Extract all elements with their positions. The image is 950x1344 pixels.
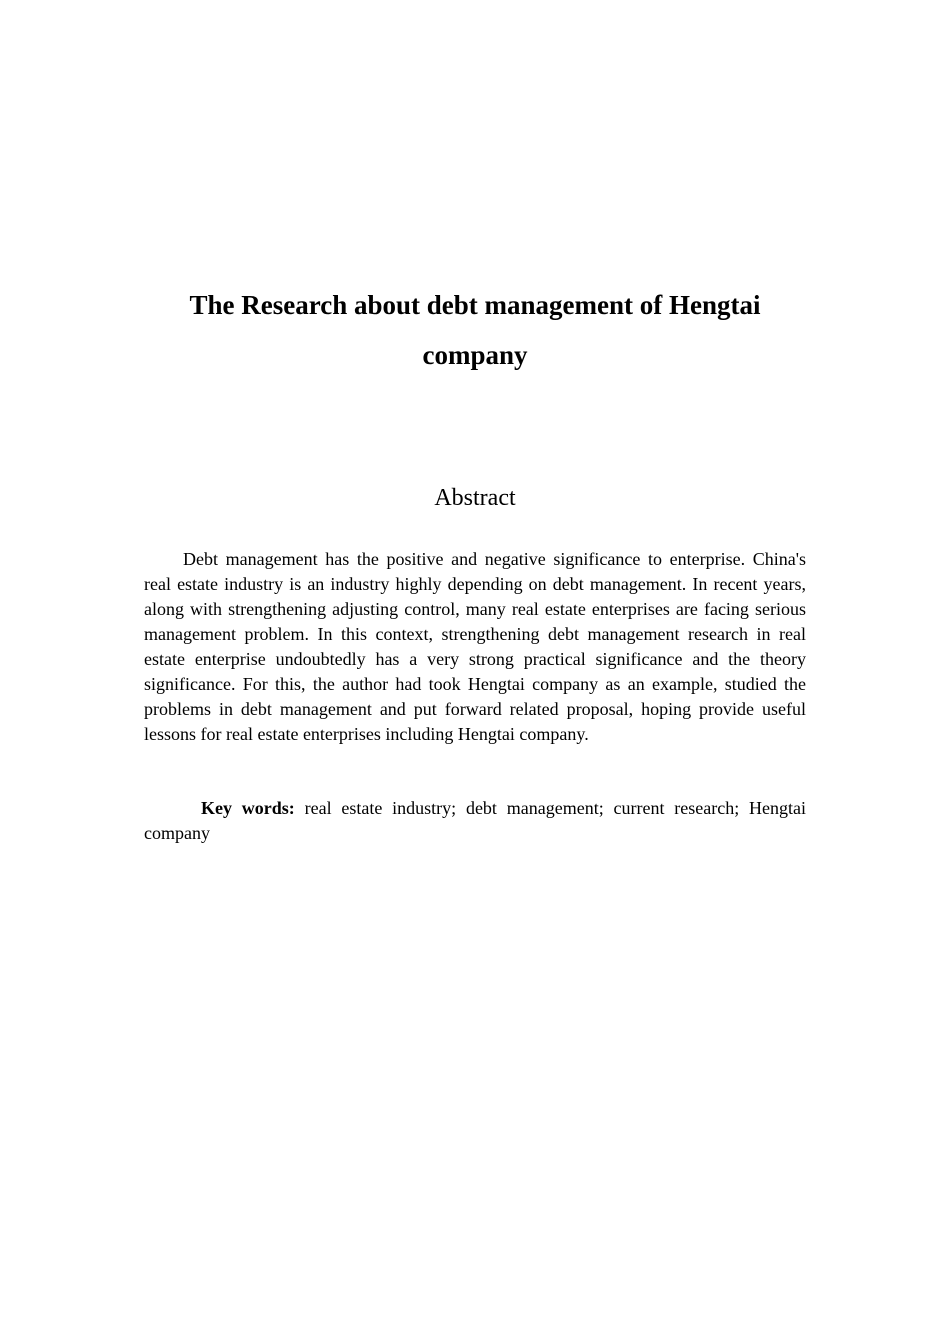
abstract-heading: Abstract	[434, 485, 516, 511]
keywords-text: real estate industry; debt management; current research; Hengtai company	[144, 798, 806, 843]
abstract-body: Debt management has the positive and negative significance to enterprise. China's real estate industry is an industry highly depending on debt management. In recent years, along with strengthening adjusting control, many real estate enterprises are facing serious management problem. In this context, strengthening debt management research in real estate enterprise undoubtedly has a very strong practical significance and the theory significance. For this, the author had took Hengtai company as an example, studied the problems in debt management and put forward related proposal, hoping provide useful lessons for real estate enterprises including Hengtai company.	[144, 549, 806, 744]
keywords-label: Key words:	[201, 798, 295, 818]
paper-title-line-2: company	[422, 340, 528, 370]
paper-title-line-1: The Research about debt management of Hengtai	[189, 290, 761, 320]
keywords-paragraph	[144, 796, 806, 846]
paper-title	[144, 280, 806, 380]
